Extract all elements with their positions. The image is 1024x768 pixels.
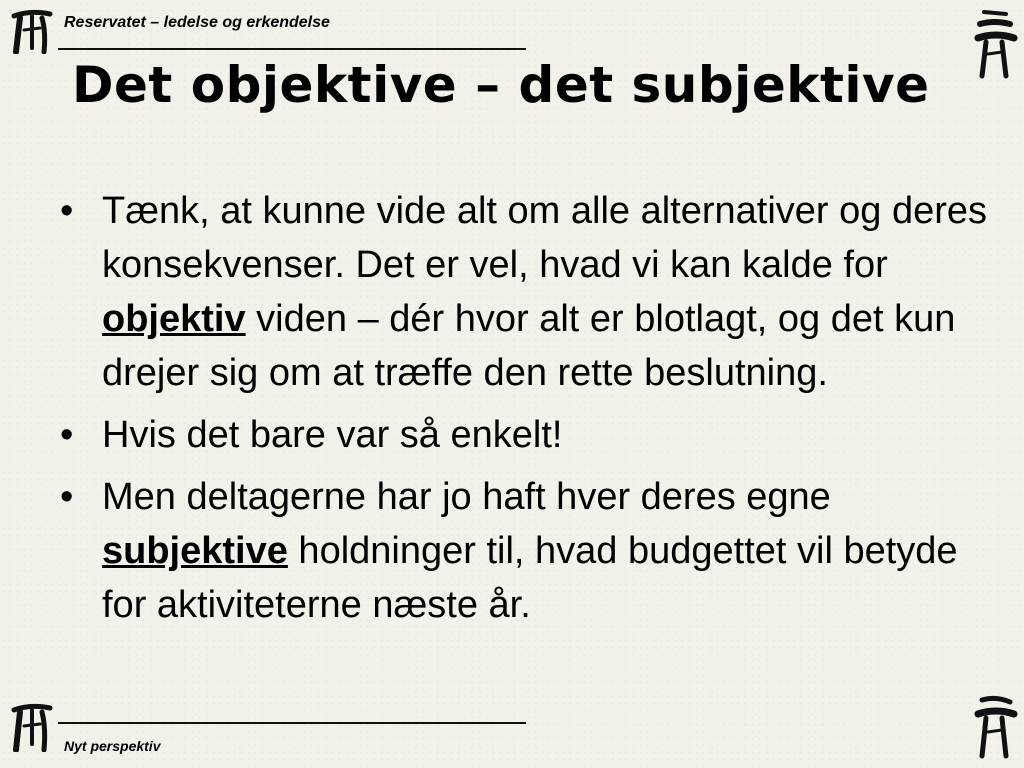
brush-calligraphy-icon xyxy=(972,8,1018,80)
emphasis-objektiv: objektiv xyxy=(102,298,246,340)
slide-header: Reservatet – ledelse og erkendelse xyxy=(64,14,330,31)
slide-footer: Nyt perspektiv xyxy=(64,738,161,754)
brush-calligraphy-icon xyxy=(972,694,1018,760)
bullet-marker: • xyxy=(60,476,74,518)
bullet-marker: • xyxy=(60,190,74,232)
bullet-marker: • xyxy=(60,414,74,456)
emphasis-subjektive: subjektive xyxy=(102,530,288,572)
slide-title: Det objektive – det subjektive xyxy=(72,56,930,114)
header-divider xyxy=(58,48,526,50)
footer-divider xyxy=(58,722,526,724)
bullet-text: Hvis det bare var så enkelt! xyxy=(102,414,563,456)
brush-calligraphy-icon xyxy=(10,8,54,54)
bullet-text: holdninger til, hvad budgettet vil betyde for aktiviteterne næste år. xyxy=(102,530,958,626)
bullet-text: Tænk, at kunne vide alt om alle alternativer og deres konsekvenser. Det er vel, hvad vi kan kalde for xyxy=(102,190,988,286)
bullet-item xyxy=(60,408,1000,462)
bullet-text: Men deltagerne har jo haft hver deres egne xyxy=(102,476,831,518)
bullet-text: viden – dér hvor alt er blotlagt, og det kun drejer sig om at træffe den rette beslutning. xyxy=(102,298,956,394)
bullet-list xyxy=(60,184,1000,640)
bullet-item xyxy=(60,470,1000,632)
bullet-item xyxy=(60,184,1000,400)
brush-calligraphy-icon xyxy=(10,700,54,752)
